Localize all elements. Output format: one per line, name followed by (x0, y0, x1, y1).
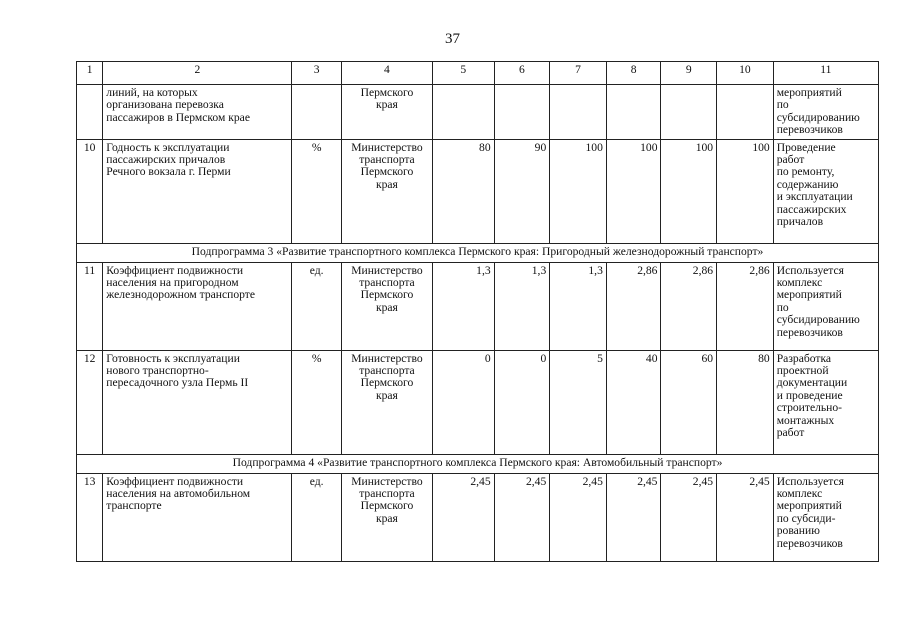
row-number: 12 (77, 350, 103, 454)
indicator-name: Годность к эксплуатации пассажирских причалов Речного вокзала г. Перми (103, 139, 292, 243)
column-number-row (77, 62, 879, 85)
value-cell: 100 (661, 139, 717, 243)
measures-note: Используется комплекс мероприятий по субсидированию перевозчиков (773, 262, 878, 350)
subprogram-row (77, 243, 879, 262)
value-cell: 2,45 (432, 473, 494, 561)
subprogram-title: Подпрограмма 3 «Развитие транспортного комплекса Пермского края: Пригородный железнодорожный транспорт» (77, 243, 879, 262)
value-cell (717, 85, 774, 140)
row-number: 13 (77, 473, 103, 561)
value-cell: 2,45 (606, 473, 661, 561)
value-cell: 2,45 (661, 473, 717, 561)
value-cell: 2,86 (606, 262, 661, 350)
unit-cell: % (292, 139, 342, 243)
value-cell: 100 (717, 139, 774, 243)
subprogram-title: Подпрограмма 4 «Развитие транспортного комплекса Пермского края: Автомобильный транспорт» (77, 454, 879, 473)
value-cell: 0 (494, 350, 550, 454)
row-number: 10 (77, 139, 103, 243)
column-header: 8 (606, 62, 661, 85)
responsible-org: Министерство транспорта Пермского края (341, 350, 432, 454)
value-cell: 60 (661, 350, 717, 454)
value-cell: 100 (550, 139, 607, 243)
column-header: 11 (773, 62, 878, 85)
value-cell: 40 (606, 350, 661, 454)
unit-cell: % (292, 350, 342, 454)
measures-note: Проведение работ по ремонту, содержанию и эксплуатации пассажирских причалов (773, 139, 878, 243)
table-row (77, 85, 879, 140)
column-header: 9 (661, 62, 717, 85)
responsible-org: Пермского края (341, 85, 432, 140)
value-cell (550, 85, 607, 140)
column-header: 6 (494, 62, 550, 85)
subprogram-row (77, 454, 879, 473)
value-cell (606, 85, 661, 140)
value-cell (494, 85, 550, 140)
table-row (77, 139, 879, 243)
table-row (77, 262, 879, 350)
table-row (77, 350, 879, 454)
indicator-name: линий, на которых организована перевозка пассажиров в Пермском крае (103, 85, 292, 140)
value-cell: 5 (550, 350, 607, 454)
column-header: 1 (77, 62, 103, 85)
value-cell: 80 (717, 350, 774, 454)
value-cell: 2,86 (661, 262, 717, 350)
responsible-org: Министерство транспорта Пермского края (341, 473, 432, 561)
table-row (77, 473, 879, 561)
value-cell: 2,45 (717, 473, 774, 561)
column-header: 4 (341, 62, 432, 85)
indicator-name: Коэффициент подвижности населения на пригородном железнодорожном транспорте (103, 262, 292, 350)
unit-cell (292, 85, 342, 140)
indicator-name: Готовность к эксплуатации нового транспортно- пересадочного узла Пермь II (103, 350, 292, 454)
column-header: 2 (103, 62, 292, 85)
value-cell: 2,45 (494, 473, 550, 561)
value-cell: 2,45 (550, 473, 607, 561)
row-number: 11 (77, 262, 103, 350)
measures-note: Разработка проектной документации и проведение строительно- монтажных работ (773, 350, 878, 454)
column-header: 7 (550, 62, 607, 85)
row-number (77, 85, 103, 140)
measures-note: Используется комплекс мероприятий по субсиди- рованию перевозчиков (773, 473, 878, 561)
value-cell: 90 (494, 139, 550, 243)
value-cell (661, 85, 717, 140)
column-header: 3 (292, 62, 342, 85)
page-number: 37 (445, 31, 460, 47)
responsible-org: Министерство транспорта Пермского края (341, 139, 432, 243)
column-header: 10 (717, 62, 774, 85)
value-cell: 0 (432, 350, 494, 454)
value-cell (432, 85, 494, 140)
unit-cell: ед. (292, 473, 342, 561)
column-header: 5 (432, 62, 494, 85)
value-cell: 2,86 (717, 262, 774, 350)
value-cell: 1,3 (432, 262, 494, 350)
responsible-org: Министерство транспорта Пермского края (341, 262, 432, 350)
value-cell: 1,3 (550, 262, 607, 350)
value-cell: 80 (432, 139, 494, 243)
indicator-name: Коэффициент подвижности населения на автомобильном транспорте (103, 473, 292, 561)
value-cell: 100 (606, 139, 661, 243)
value-cell: 1,3 (494, 262, 550, 350)
unit-cell: ед. (292, 262, 342, 350)
measures-note: мероприятий по субсидированию перевозчиков (773, 85, 878, 140)
indicators-table (76, 61, 879, 562)
